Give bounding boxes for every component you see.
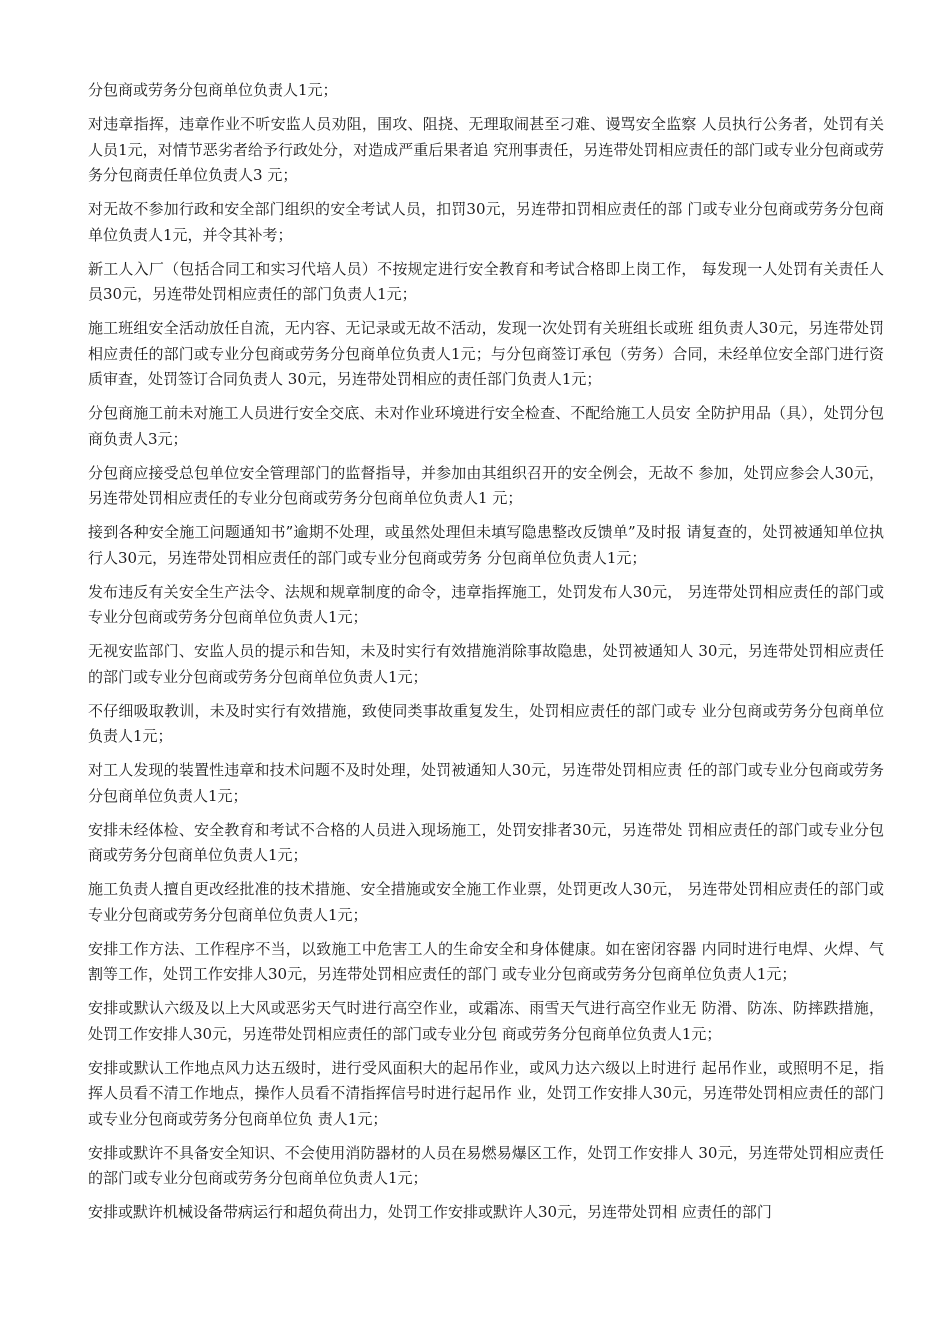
paragraph: 对无故不参加行政和安全部门组织的安全考试人员，扣罚30元，另连带扣罚相应责任的部 门或专业分包商或劳务分包商单位负责人1元，并令其补考； (88, 200, 884, 244)
paragraph: 安排未经体检、安全教育和考试不合格的人员进入现场施工，处罚安排者30元，另连带处 罚相应责任的部门或专业分包商或劳务分包商单位负责人1元； (88, 820, 884, 864)
paragraph: 安排工作方法、工作程序不当，以致施工中危害工人的生命安全和身体健康。如在密闭容器 内同时进行电焊、火焊、气割等工作，处罚工作安排人30元，另连带处罚相应责任的部门 或专业分包商或劳务分包商单位负责人1元； (88, 939, 884, 983)
paragraph: 接到各种安全施工问题通知书”逾期不处理，或虽然处理但未填写隐患整改反馈单”及时报 请复查的，处罚被通知单位执行人30元，另连带处罚相应责任的部门或专业分包商或劳务 分包商单位负责人1元； (88, 523, 884, 567)
paragraph: 无视安监部门、安监人员的提示和告知，未及时实行有效措施消除事故隐患，处罚被通知人 30元，另连带处罚相应责任的部门或专业分包商或劳务分包商单位负责人1元； (88, 642, 884, 686)
paragraph: 分包商应接受总包单位安全管理部门的监督指导，并参加由其组织召开的安全例会，无故不 参加，处罚应参会人30元，另连带处罚相应责任的专业分包商或劳务分包商单位负责人1 元； (88, 463, 884, 507)
paragraph: 安排或默许不具备安全知识、不会使用消防器材的人员在易燃易爆区工作，处罚工作安排人 30元，另连带处罚相应责任的部门或专业分包商或劳务分包商单位负责人1元； (88, 1143, 884, 1187)
paragraph: 发布违反有关安全生产法令、法规和规章制度的命令，违章指挥施工，处罚发布人30元， 另连带处罚相应责任的部门或专业分包商或劳务分包商单位负责人1元； (88, 582, 884, 626)
paragraph: 新工人入厂（包括合同工和实习代培人员）不按规定进行安全教育和考试合格即上岗工作， 每发现一人处罚有关责任人员30元，另连带处罚相应责任的部门负责人1元； (88, 259, 884, 303)
document-body (88, 78, 884, 1234)
paragraph: 安排或默许机械设备带病运行和超负荷出力，处罚工作安排或默许人30元，另连带处罚相 应责任的部门 (88, 1203, 772, 1221)
paragraph: 安排或默认六级及以上大风或恶劣天气时进行高空作业，或霜冻、雨雪天气进行高空作业无 防滑、防冻、防摔跌措施，处罚工作安排人30元，另连带处罚相应责任的部门或专业分包 商或劳务分包商单位负责人1元； (88, 999, 884, 1043)
paragraph: 施工班组安全活动放任自流，无内容、无记录或无故不活动，发现一次处罚有关班组长或班 组负责人30元，另连带处罚相应责任的部门或专业分包商或劳务分包商单位负责人1元；与分包商签订承包（劳务）合同，未经单位安全部门进行资质审查，处罚签订合同负责人 30元，另连带处罚相应的责任部门负责人1元； (88, 319, 884, 388)
paragraph: 对工人发现的装置性违章和技术问题不及时处理，处罚被通知人30元，另连带处罚相应责 任的部门或专业分包商或劳务分包商单位负责人1元； (88, 761, 884, 805)
paragraph: 对违章指挥，违章作业不听安监人员劝阻，围攻、阻挠、无理取闹甚至刁难、谩骂安全监察 人员执行公务者，处罚有关人员1元，对情节恶劣者给予行政处分，对造成严重后果者追 究刑事责任，另连带处罚相应责任的部门或专业分包商或劳务分包商责任单位负责人3 元； (88, 115, 884, 184)
paragraph: 分包商施工前未对施工人员进行安全交底、未对作业环境进行安全检查、不配给施工人员安 全防护用品（具），处罚分包商负责人3元； (88, 404, 884, 448)
paragraph: 不仔细吸取教训，未及时实行有效措施，致使同类事故重复发生，处罚相应责任的部门或专 业分包商或劳务分包商单位负责人1元； (88, 701, 884, 745)
paragraph: 施工负责人擅自更改经批准的技术措施、安全措施或安全施工作业票，处罚更改人30元， 另连带处罚相应责任的部门或专业分包商或劳务分包商单位负责人1元； (88, 880, 884, 924)
paragraph: 安排或默认工作地点风力达五级时，进行受风面积大的起吊作业，或风力达六级以上时进行 起吊作业，或照明不足，指挥人员看不清工作地点，操作人员看不清指挥信号时进行起吊作 业，处罚工作安排人30元，另连带处罚相应责任的部门或专业分包商或劳务分包商单位负 责人1元； (88, 1058, 884, 1128)
paragraph: 分包商或劳务分包商单位负责人1元； (88, 81, 338, 99)
